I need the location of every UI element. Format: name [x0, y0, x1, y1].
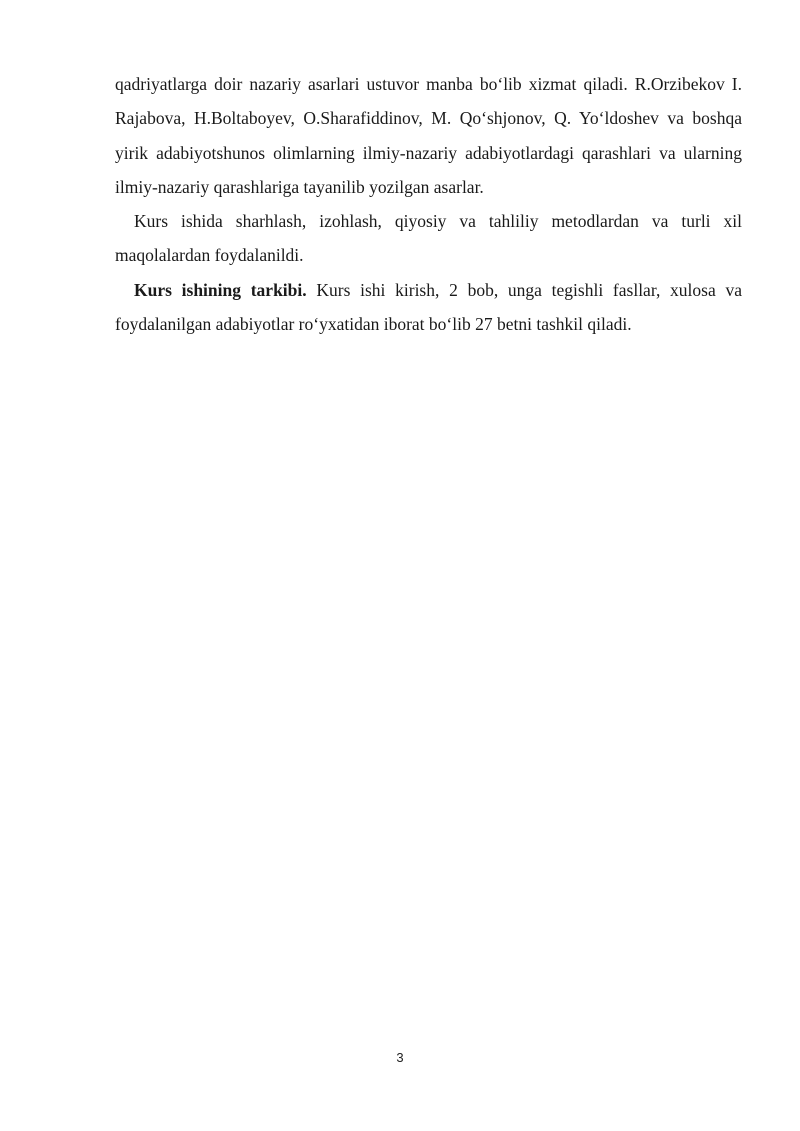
document-body [115, 67, 742, 341]
paragraph-sources [115, 67, 742, 204]
paragraph-structure [115, 273, 742, 342]
paragraph-sources-text: qadriyatlarga doir nazariy asarlari ustuvor manba bo‘lib xizmat qiladi. R.Orzibekov I. Rajabova, H.Boltaboyev, O.Sharafiddinov, M. Qo‘shjonov, Q. Yo‘ldoshev va boshqa yirik adabiyotshunos olimlarning ilmiy-nazariy adabiyotlardagi qarashlari va ularning ilmiy-nazariy qarashlariga tayanilib yozilgan asarlar. [115, 74, 742, 197]
paragraph-structure-heading: Kurs ishining tarkibi. [134, 279, 307, 300]
paragraph-methods-text: Kurs ishida sharhlash, izohlash, qiyosiy va tahliliy metodlardan va turli xil maqolalardan foydalanildi. [115, 211, 742, 266]
page-number: 3 [396, 1050, 404, 1065]
paragraph-methods [115, 204, 742, 273]
paragraph-structure-text: Kurs ishi kirish, 2 bob, unga tegishli fasllar, xulosa va foydalanilgan adabiyotlar ro‘yxatidan iborat bo‘lib 27 betni tashkil qiladi. [115, 279, 742, 335]
